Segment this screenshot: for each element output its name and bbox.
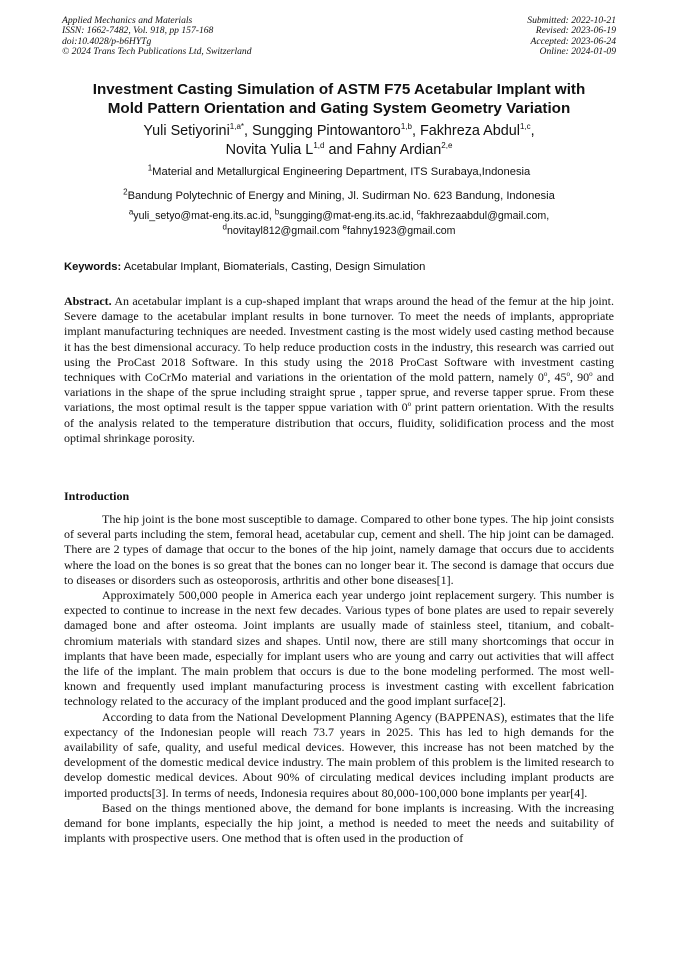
author-name: Fakhreza Abdul [419,123,520,139]
email-link[interactable]: sungging@mat-eng.its.ac.id, [279,210,414,222]
author-separator: , [530,123,535,139]
journal-doi: doi:10.4028/p-b6HYTg [62,35,152,47]
abstract-label: Abstract. [64,294,112,308]
body-paragraph: Approximately 500,000 people in America each year undergo joint replacement surgery. This number is expected to continue to increase in the next few decades. Various types of bone plates are used to repair severely damaged bone and after osteoma. Joint implants are usually made of stainless steel, titanium, and cobalt-chromium materials with standard sizes and shapes. Until now, there are still many shortcomings that occur in implants that have been made, especially for implant users who are young and carry out activities that will affect the life of the implant. The main problem that occurs is due to the bone modeling performed. The most well-known and frequently used implant manufacturing process is investment casting with excellent fabrication technology related to the accuracy of the implant produced and the good implant surface[2]. [64,588,614,709]
abstract-text: , 45 [547,370,567,385]
author-emails: $^a$yuli_setyo@mat-eng.its.ac.id, $^b$sungging@mat-eng.its.ac.id, $^c$fakhrezaabdul@gmail.com, $^d$novitayl812@gmail.com $^e$fahny1923@gmail.com [128,207,550,237]
degree-mark: o [407,400,412,409]
abstract-text: print pattern orientation. With the results of the analysis related to the temperature distribution that occurs, fluidity, solidification process and the most optimal shrinkage porosity. [64,400,614,445]
keywords-text: Acetabular Implant, Biomaterials, Casting, Design Simulation [123,261,426,273]
author-name: Novita Yulia L [225,142,314,158]
author-list [40,122,638,160]
revised-date: Revised: 2023-06-19 [535,25,616,37]
email-link[interactable]: fakhrezaabdul@gmail.com, [420,210,550,222]
introduction-body [64,512,614,846]
abstract-text: , 90 [569,370,590,385]
affiliation-mark: 2 [123,187,128,197]
journal-header-left [62,16,252,58]
author-affil-mark: 2,e [441,141,453,151]
journal-header-right [527,16,616,58]
affiliation [40,189,638,203]
body-paragraph: According to data from the National Development Planning Agency (BAPPENAS), estimates that the life expectancy of the Indonesian people will reach 73.7 years in 2025. This has led to high demands for the availability of safe, quality, and useful medical devices. However, this increase has not been matched by the development of the domestic medical device industry. The main problem of this problem is the limited research to develop domestic medical devices. About 90% of circulating medical devices including implant products are imported products[3]. In terms of needs, Indonesia requires about 80,000-100,000 bone implants per year[4]. [64,709,614,800]
author-affil-mark: 1,b [400,122,412,132]
author-separator: , [244,123,252,139]
keywords [64,260,624,274]
author-name: Fahny Ardian [356,142,442,158]
degree-mark: o [543,370,548,379]
abstract-text: An acetabular implant is a cup-shaped implant that wraps around the head of the femur at the hip joint. Severe damage to the acetabular implant results in bone turnover. To meet the needs of implants, appropriate implant manufacturing techniques are needed. Investment casting is the most widely used casting method because it has the best dimensional accuracy. To help reduce production costs in the industry, this research was carried out using the ProCast 2018 Software. In this study using the 2018 ProCast Software with investment casting techniques with CoCrMo material and variations in the orientation of the mold pattern, namely 0 [64,294,614,385]
journal-copyright: © 2024 Trans Tech Publications Ltd, Switzerland [62,46,252,58]
degree-mark: o [589,370,593,379]
body-paragraph: Based on the things mentioned above, the demand for bone implants is increasing. With the increasing demand for bone implants, especially the hip joint, a method is needed to meet the needs and suitability of implants with prospective users. One method that is often used in the production of [64,800,614,846]
author-name: Sungging Pintowantoro [252,123,401,139]
email-link[interactable]: fahny1923@gmail.com [346,225,456,237]
degree-mark: o [566,370,570,379]
section-heading-introduction: Introduction [64,489,130,503]
journal-issn: ISSN: 1662-7482, Vol. 918, pp 157-168 [62,25,214,37]
submitted-date: Submitted: 2022-10-21 [527,15,616,26]
journal-name: Applied Mechanics and Materials [62,15,193,26]
author-affil-mark: 1,d [313,141,325,151]
author-separator: , [411,123,420,139]
author-affil-mark: 1,a* [229,122,244,132]
paper-title [40,80,638,118]
affiliation [40,165,638,179]
title-line: Mold Pattern Orientation and Gating System Geometry Variation [107,100,571,117]
abstract-text: and variations in the shape of the sprue including straight sprue , tapper sprue, and reverse tapper sprue. From these variations, the most optimal result is the tapper sppue variation with 0 [64,370,615,415]
online-date: Online: 2024-01-09 [539,46,616,58]
abstract [64,294,614,446]
email-link[interactable]: yuli_setyo@mat-eng.its.ac.id, [133,210,272,222]
body-paragraph: The hip joint is the bone most susceptible to damage. Compared to other bone types. The hip joint consists of several parts including the stem, femoral head, acetabular cup, cement and shell. The hip joint can be damaged. There are 2 types of damage that occur to the bones of the hip joint, namely damage that occurs due to accidents where the load on the bones is so great that the bones can no longer bear it. The second is damage that occurs due to diseases or disorders such as osteoporosis, arthritis and other bone diseases[1]. [64,512,614,587]
author-name: Yuli Setiyorini [143,123,230,139]
accepted-date: Accepted: 2023-06-24 [530,35,616,47]
author-separator: and [324,142,357,158]
affiliation-text: Bandung Polytechnic of Energy and Mining, Jl. Sudirman No. 623 Bandung, Indonesia [127,190,555,202]
affiliation-mark: 1 [147,163,153,173]
title-line: Investment Casting Simulation of ASTM F75 Acetabular Implant with [92,81,586,98]
affiliation-text: Material and Metallurgical Engineering Department, ITS Surabaya,Indonesia [152,166,531,178]
keywords-label: Keywords: [64,261,122,273]
email-link[interactable]: novitayl812@gmail.com [226,225,340,237]
author-affil-mark: 1,c [519,122,531,132]
